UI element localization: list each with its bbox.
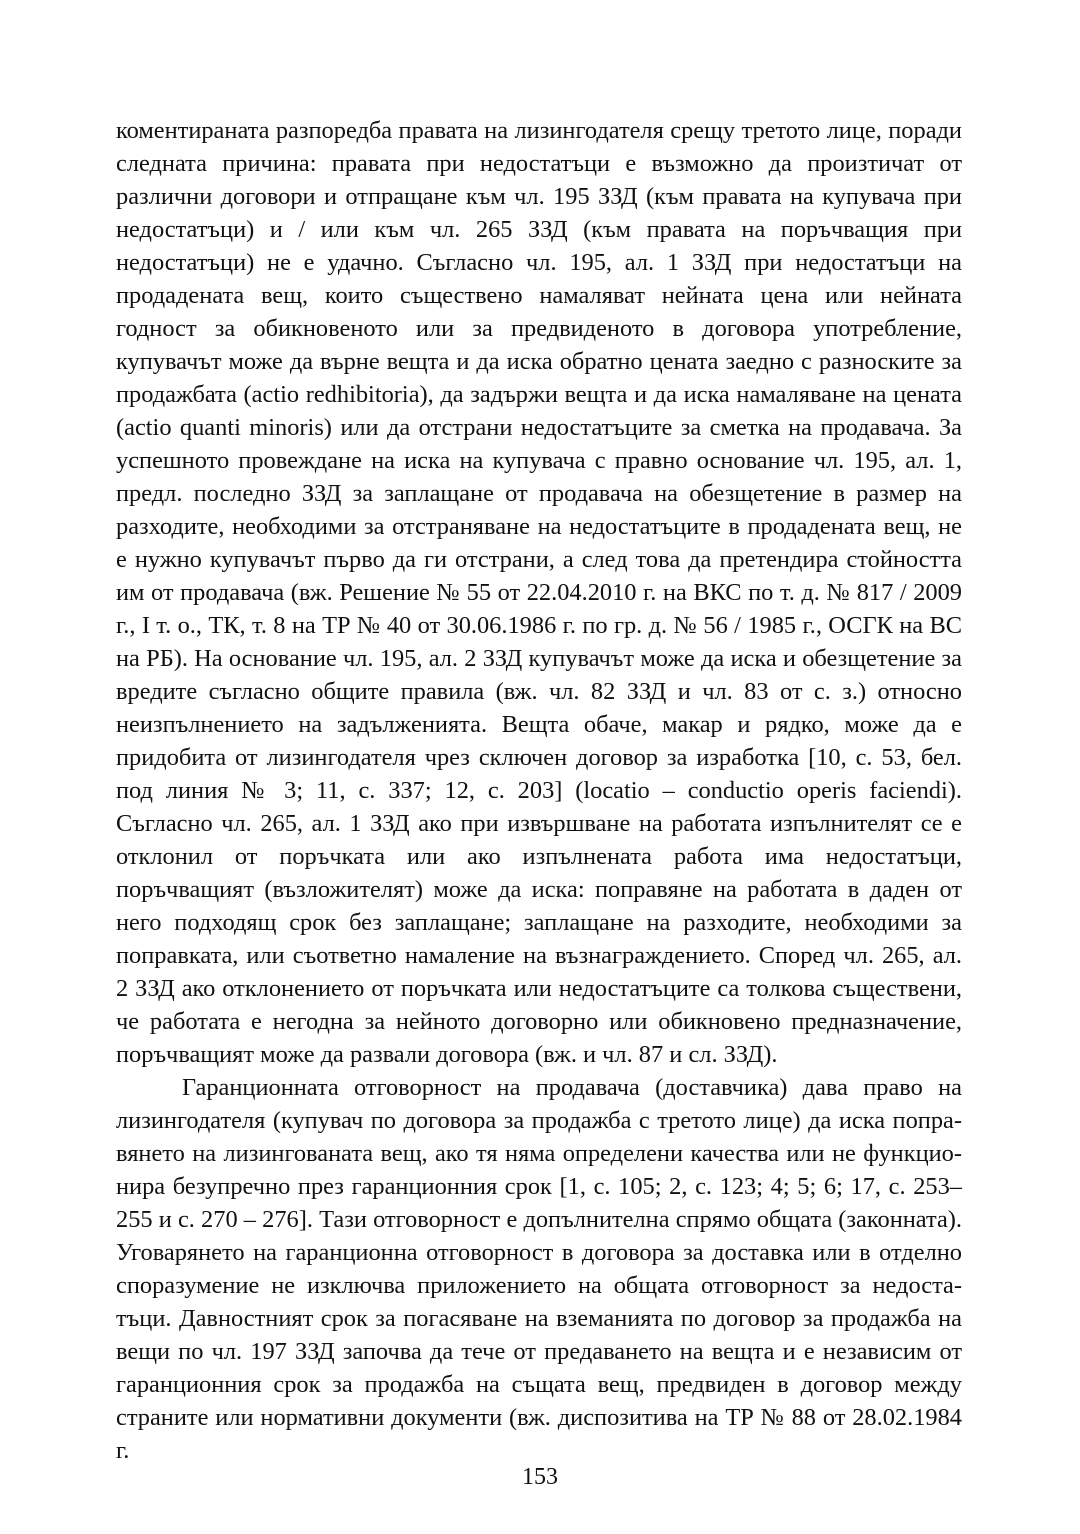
paragraph-2: Гаранционната отговорност на продавача (доставчика) дава право на лизингодателя (купувач по договора за продажба с третото лице) да иска поправянето на лизингованата вещ, ако тя няма определени качества или не функционира безупречно през гаранционния срок [1, с. 105; 2, с. 123; 4; 5; 6; 17, с. 253–255 и с. 270 – 276]. Тази отговорност е допълнителна спрямо общата (законната). Уговарянето на гаранционна отговорност в договора за доставка или в отделно споразумение не изключва приложението на общата отговорност за недостатъци. Давностният срок за погасяване на вземанията по договор за продажба на вещи по чл. 197 ЗЗД започва да тече от предаването на вещта и е независим от гаранционния срок за продажба на същата вещ, предвиден в договор между страните или нормативни документи (вж. диспозитива на ТР № 88 от 28.02.1984 г. xyxy=(116,1074,962,1464)
page-body xyxy=(116,114,962,1467)
paragraph-1: коментираната разпоредба правата на лизингодателя срещу третото лице, поради следната причина: правата при недостатъци е възможно да произтичат от различни договори и отпращане към чл. 195 ЗЗД (към правата на купувача при недостатъци) и / или към чл. 265 ЗЗД (към правата на поръчващия при недостатъци) не е удачно. Съгласно чл. 195, ал. 1 ЗЗД при недостатъци на продадената вещ, които съществено намаляват нейната цена или нейната годност за обикновеното или за предвиденото в договора употребление, купувачът може да върне вещта и да иска обратно цената заедно с разноските за продажбата (actio redhibitoria), да задържи вещта и да иска намаляване на цената (actio quanti minoris) или да отстрани недостатъците за сметка на продавача. За успешното провеждане на иска на купувача с правно основание чл. 195, ал. 1, предл. последно ЗЗД за заплащане от продавача на обезщетение в размер на разходите, необходими за отстраняване на недостатъците в продадената вещ, не е нужно купувачът първо да ги отстрани, а след това да претендира стойността им от продавача (вж. Решение № 55 от 22.04.2010 г. на ВКС по т. д. № 817 / 2009 г., I т. о., ТК, т. 8 на ТР № 40 от 30.06.1986 г. по гр. д. № 56 / 1985 г., ОСГК на ВС на РБ). На основание чл. 195, ал. 2 ЗЗД купувачът може да иска и обезщетение за вредите съгласно общите правила (вж. чл. 82 ЗЗД и чл. 83 от с. з.) относно неизпълнението на задълженията. Вещта обаче, макар и рядко, може да е придобита от лизингодателя чрез сключен договор за изработка [10, с. 53, бел. под линия № 3; 11, с. 337; 12, с. 203] (locatio – conductio operis faciendi). Съгласно чл. 265, ал. 1 ЗЗД ако при извършване на работата изпълнителят се е отклонил от поръчката или ако изпълнената работа има недостатъци, поръчващият (възложителят) може да иска: поправяне на работата в даден от него подходящ срок без заплащане; заплащане на разходите, необходими за поправката, или съответно намаление на възнаграждението. Според чл. 265, ал. 2 ЗЗД ако отклонението от поръчката или недостатъците са толкова съществени, че работата е негодна за нейното договорно или обикновено предназначение, поръчващият може да развали договора (вж. и чл. 87 и сл. ЗЗД). xyxy=(116,117,962,1068)
page-number: 153 xyxy=(522,1464,558,1490)
